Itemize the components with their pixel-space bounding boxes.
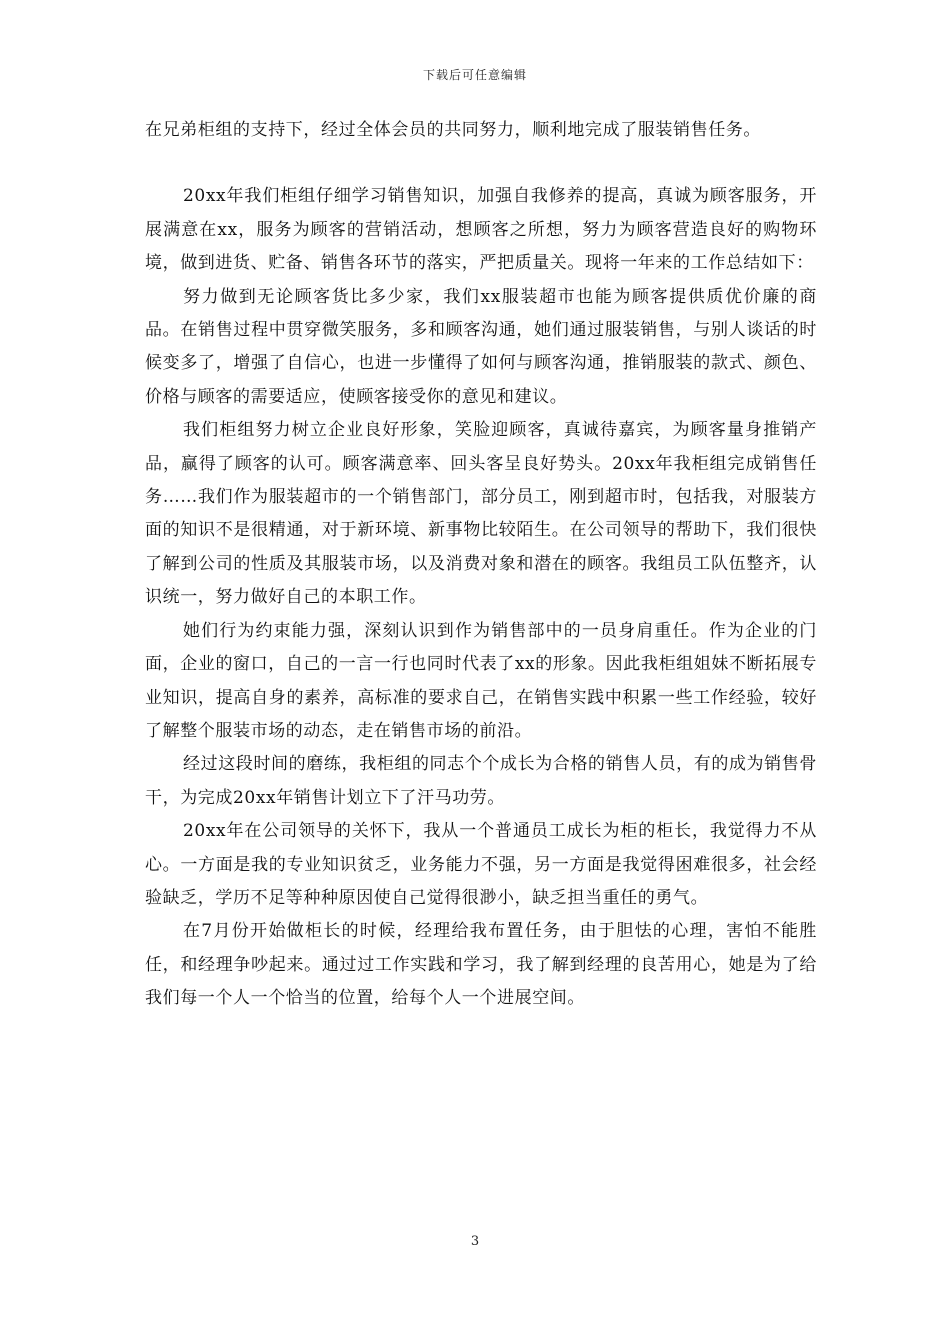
document-body xyxy=(145,114,817,1016)
paragraph-7: 20xx年在公司领导的关怀下，我从一个普通员工成长为柜的柜长，我觉得力不从心。一方面是我的专业知识贫乏，业务能力不强，另一方面是我觉得困难很多，社会经验缺乏，学历不足等种种原因使自己觉得很渺小，缺乏担当重任的勇气。 xyxy=(145,821,817,908)
paragraph-3: 努力做到无论顾客货比多少家，我们xx服装超市也能为顾客提供质优价廉的商品。在销售过程中贯穿微笑服务，多和顾客沟通，她们通过服装销售，与别人谈话的时候变多了，增强了自信心，也进一步懂得了如何与顾客沟通，推销服装的款式、颜色、价格与顾客的需要适应，使顾客接受你的意见和建议。 xyxy=(145,286,817,407)
page-header: 下载后可任意编辑 xyxy=(422,68,527,82)
paragraph-1: 在兄弟柜组的支持下，经过全体会员的共同努力，顺利地完成了服装销售任务。 xyxy=(145,120,761,140)
page-number: 3 xyxy=(470,1234,480,1249)
paragraph-6: 经过这段时间的磨练，我柜组的同志个个成长为合格的销售人员，有的成为销售骨干，为完成20xx年销售计划立下了汗马功劳。 xyxy=(145,754,817,808)
paragraph-4: 我们柜组努力树立企业良好形象，笑脸迎顾客，真诚待嘉宾，为顾客量身推销产品，赢得了顾客的认可。顾客满意率、回头客呈良好势头。20xx年我柜组完成销售任务……我们作为服装超市的一个销售部门，部分员工，刚到超市时，包括我，对服装方面的知识不是很精通，对于新环境、新事物比较陌生。在公司领导的帮助下，我们很快了解到公司的性质及其服装市场，以及消费对象和潜在的顾客。我组员工队伍整齐，认识统一，努力做好自己的本职工作。 xyxy=(145,420,817,608)
paragraph-8: 在7月份开始做柜长的时候，经理给我布置任务，由于胆怯的心理，害怕不能胜任，和经理争吵起来。通过过工作实践和学习，我了解到经理的良苦用心，她是为了给我们每一个人一个恰当的位置，给每个人一个进展空间。 xyxy=(145,921,817,1009)
paragraph-5: 她们行为约束能力强，深刻认识到作为销售部中的一员身肩重任。作为企业的门面，企业的窗口，自己的一言一行也同时代表了xx的形象。因此我柜组姐妹不断拓展专业知识，提高自身的素养，高标准的要求自己，在销售实践中积累一些工作经验，较好了解整个服装市场的动态，走在销售市场的前沿。 xyxy=(145,620,817,741)
paragraph-2: 20xx年我们柜组仔细学习销售知识，加强自我修养的提高，真诚为顾客服务，开展满意在xx，服务为顾客的营销活动，想顾客之所想，努力为顾客营造良好的购物环境，做到进货、贮备、销售各环节的落实，严把质量关。现将一年来的工作总结如下： xyxy=(145,186,817,274)
